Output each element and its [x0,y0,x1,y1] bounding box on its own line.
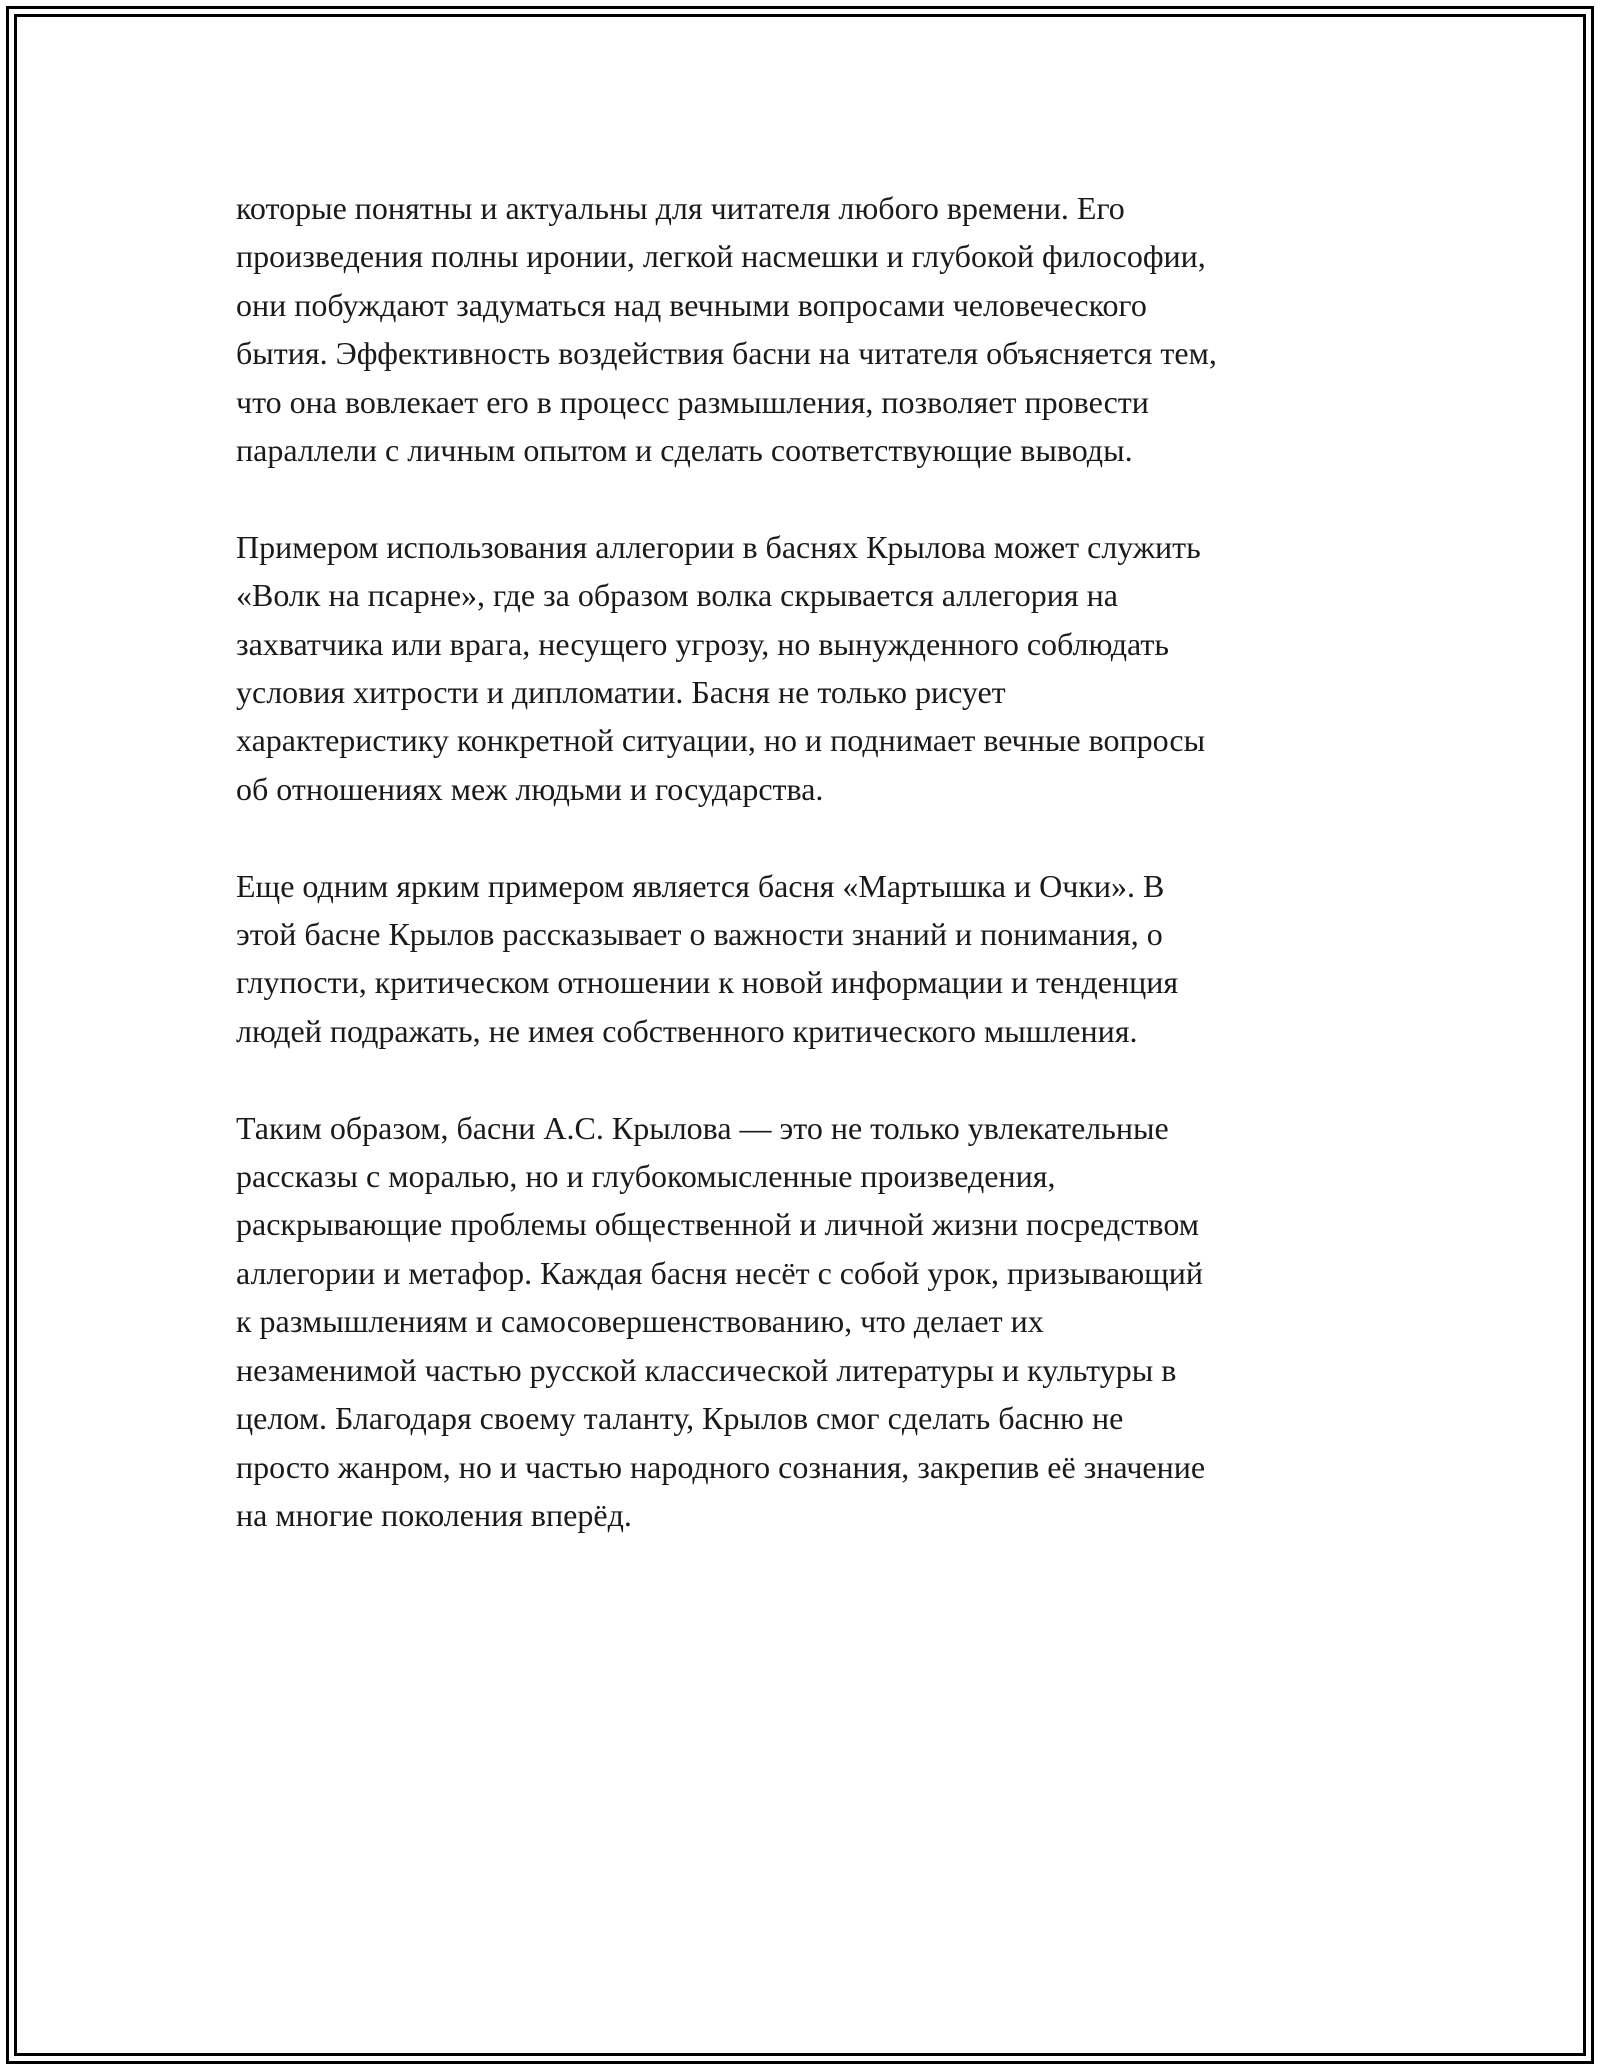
text-line: просто жанром, но и частью народного сознания, закрепив её значение [236,1448,1206,1485]
text-line: характеристику конкретной ситуации, но и поднимает вечные вопросы [236,722,1206,759]
text-line: людей подражать, не имея собственного критического мышления. [236,1012,1138,1049]
text-line: Примером использования аллегории в баснях Крылова может служить [236,528,1201,565]
text-line: которые понятны и актуальны для читателя любого времени. Его [236,190,1125,226]
text-line: об отношениях меж людьми и государства. [236,770,824,807]
text-line: условия хитрости и дипломатии. Басня не только рисует [236,674,1006,711]
text-line: аллегории и метафор. Каждая басня несёт с собой урок, призывающий [236,1254,1204,1291]
text-line: этой басне Крылов рассказывает о важности знаний и понимания, о [236,916,1163,953]
text-line: захватчика или врага, несущего угрозу, но вынужденного соблюдать [236,625,1169,662]
text-line: что она вовлекает его в процесс размышления, позволяет провести [236,383,1149,420]
text-line: они побуждают задуматься над вечными вопросами человеческого [236,286,1147,323]
text-line: Еще одним ярким примером является басня «Мартышка и Очки». В [236,867,1165,904]
text-line: незаменимой частью русской классической литературы и культуры в [236,1351,1177,1388]
paragraph-1 [236,184,1376,474]
paragraph-3 [236,862,1376,1056]
text-line: произведения полны иронии, легкой насмешки и глубокой философии, [236,238,1206,275]
text-line: «Волк на псарне», где за образом волка скрывается аллегория на [236,577,1118,614]
text-line: рассказы с моралью, но и глубокомысленные произведения, [236,1158,1056,1195]
text-line: к размышлениям и самосовершенствованию, что делает их [236,1303,1044,1340]
text-line: параллели с личным опытом и сделать соответствующие выводы. [236,432,1133,469]
text-line: раскрывающие проблемы общественной и личной жизни посредством [236,1206,1199,1243]
text-line: бытия. Эффективность воздействия басни на читателя объясняется тем, [236,335,1217,372]
text-line: на многие поколения вперёд. [236,1496,632,1533]
document-body [236,184,1376,1588]
text-line: глупости, критическом отношении к новой информации и тенденция [236,964,1179,1001]
paragraph-4 [236,1104,1376,1540]
text-line: целом. Благодаря своему таланту, Крылов смог сделать басню не [236,1400,1124,1437]
paragraph-2 [236,523,1376,813]
text-line: Таким образом, басни А.С. Крылова — это не только увлекательные [236,1109,1169,1146]
